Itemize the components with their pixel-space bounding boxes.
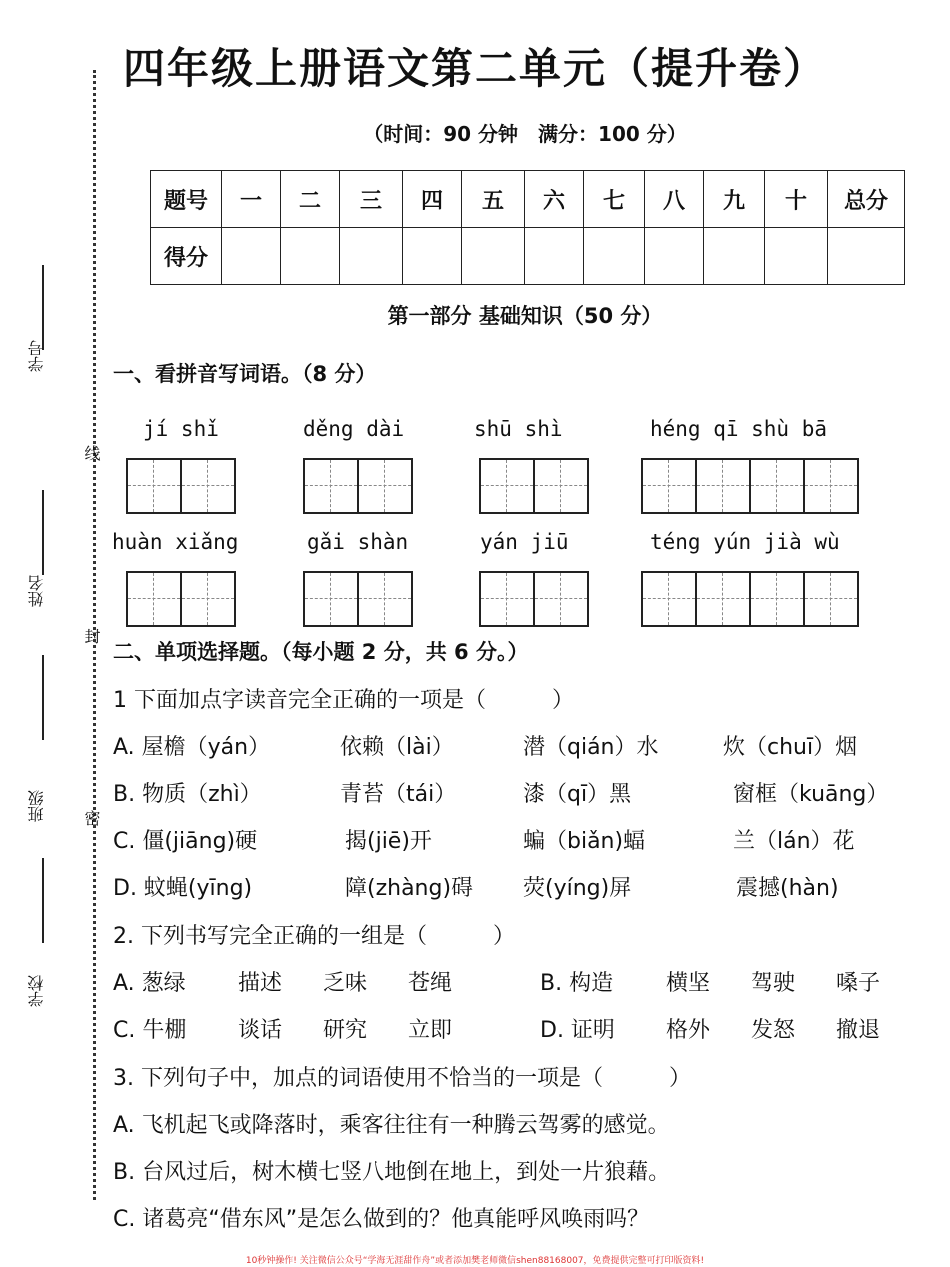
pinyin-label: děng dài	[303, 417, 405, 441]
option-text: C. 僵(jiāng)硬	[113, 829, 258, 854]
writing-grid[interactable]	[641, 571, 859, 627]
option-text: 谈话	[238, 1018, 283, 1043]
footer-note: 10秒钟操作! 关注微信公众号“学海无涯甜作舟”或者添加樊老师微信shen88168007，免费提供完整可打印版资料!	[245, 1256, 705, 1266]
score-table-header-row	[151, 171, 905, 228]
cut-mark-line: 线	[82, 445, 101, 461]
pinyin-label: jí shǐ	[143, 417, 219, 441]
pinyin-label: téng yún jià wù	[650, 530, 840, 554]
option-text: 撤退	[836, 1018, 881, 1043]
option-text: 障(zhàng)碍	[345, 876, 474, 901]
option-text: 立即	[408, 1018, 453, 1043]
class-label: 班级	[27, 790, 46, 822]
score-table-score-row	[151, 228, 905, 285]
option-text: 揭(jiē)开	[345, 829, 432, 854]
score-table	[150, 170, 905, 285]
option-text: D. 证明	[540, 1018, 615, 1043]
table-cell: 八	[645, 171, 704, 228]
pinyin-label: héng qī shù bā	[650, 417, 828, 441]
option-text: 依赖（lài）	[340, 735, 454, 760]
table-cell: 二	[281, 171, 340, 228]
option-text: B. 构造	[540, 971, 614, 996]
option-text: 漆（qī）黑	[523, 782, 632, 807]
option-text: B. 物质（zhì）	[113, 782, 262, 807]
section-two-heading: 二、单项选择题。（每小题 2 分，共 6 分。）	[113, 640, 529, 664]
name-line	[42, 490, 44, 575]
option-text: 乏味	[323, 971, 368, 996]
option-text: 研究	[323, 1018, 368, 1043]
table-cell: 七	[584, 171, 645, 228]
option-text: 发怒	[751, 1018, 796, 1043]
option-text: D. 蚊蝇(yīng)	[113, 876, 253, 901]
pinyin-label: shū shì	[474, 417, 563, 441]
option-text: 青苔（tái）	[340, 782, 457, 807]
score-entry-cell[interactable]	[222, 228, 281, 285]
score-entry-cell[interactable]	[403, 228, 462, 285]
table-cell: 十	[765, 171, 828, 228]
option-text: C. 诸葛亮“借东风”是怎么做到的？他真能呼风唤雨吗？	[113, 1207, 650, 1232]
pinyin-label: huàn xiǎng	[112, 530, 239, 554]
cut-mark-seal: 封	[82, 628, 101, 644]
option-text: 潜（qián）水	[523, 735, 659, 760]
score-entry-cell[interactable]	[281, 228, 340, 285]
option-text: 震撼(hàn)	[736, 876, 839, 901]
school-label: 学校	[27, 975, 46, 1007]
table-cell: 六	[525, 171, 584, 228]
option-text: 横坚	[666, 971, 711, 996]
question-1-stem: 1 下面加点字读音完全正确的一项是（ ）	[113, 688, 574, 713]
page-title: 四年级上册语文第二单元（提升卷）	[122, 44, 827, 93]
option-text: A. 屋檐（yán）	[113, 735, 271, 760]
option-text: A. 葱绿	[113, 971, 186, 996]
table-cell: 四	[403, 171, 462, 228]
writing-grid[interactable]	[126, 571, 236, 627]
table-cell: 三	[340, 171, 403, 228]
writing-grid[interactable]	[641, 458, 859, 514]
writing-grid[interactable]	[303, 571, 413, 627]
option-text: 窗框（kuāng）	[733, 782, 889, 807]
cut-mark-secret: 密	[82, 810, 101, 826]
school-line	[42, 858, 44, 943]
writing-grid[interactable]	[479, 571, 589, 627]
option-text: 兰（lán）花	[733, 829, 855, 854]
exam-info: （时间：90 分钟 满分：100 分）	[363, 122, 687, 146]
score-entry-cell[interactable]	[828, 228, 905, 285]
writing-grid[interactable]	[303, 458, 413, 514]
option-text: 荧(yíng)屏	[523, 876, 632, 901]
part-one-heading: 第一部分 基础知识（50 分）	[387, 304, 663, 328]
question-3-stem: 3. 下列句子中，加点的词语使用不恰当的一项是（ ）	[113, 1066, 691, 1091]
table-cell: 九	[704, 171, 765, 228]
writing-grid[interactable]	[479, 458, 589, 514]
table-cell: 题号	[151, 171, 222, 228]
score-entry-cell[interactable]	[704, 228, 765, 285]
table-cell: 五	[462, 171, 525, 228]
section-one-heading: 一、看拼音写词语。（8 分）	[113, 362, 377, 386]
table-cell: 一	[222, 171, 281, 228]
option-text: C. 牛棚	[113, 1018, 187, 1043]
pinyin-label: yán jiū	[480, 530, 569, 554]
table-cell: 总分	[828, 171, 905, 228]
option-text: 嗓子	[836, 971, 881, 996]
student-id-label: 学号	[27, 340, 46, 372]
option-text: 蝙（biǎn)蝠	[523, 829, 646, 854]
option-text: 描述	[238, 971, 283, 996]
option-text: 炊（chuī）烟	[723, 735, 858, 760]
option-text: A. 飞机起飞或降落时，乘客往往有一种腾云驾雾的感觉。	[113, 1113, 670, 1138]
option-text: 苍绳	[408, 971, 453, 996]
score-entry-cell[interactable]	[584, 228, 645, 285]
table-cell: 得分	[151, 228, 222, 285]
option-text: 格外	[666, 1018, 711, 1043]
score-entry-cell[interactable]	[645, 228, 704, 285]
writing-grid[interactable]	[126, 458, 236, 514]
option-text: 驾驶	[751, 971, 796, 996]
score-entry-cell[interactable]	[765, 228, 828, 285]
score-entry-cell[interactable]	[462, 228, 525, 285]
name-label: 姓名	[27, 575, 46, 607]
score-entry-cell[interactable]	[525, 228, 584, 285]
pinyin-label: gǎi shàn	[307, 530, 409, 554]
option-text: B. 台风过后，树木横七竖八地倒在地上，到处一片狼藉。	[113, 1160, 671, 1185]
class-line	[42, 655, 44, 740]
score-entry-cell[interactable]	[340, 228, 403, 285]
question-2-stem: 2. 下列书写完全正确的一组是（ ）	[113, 924, 515, 949]
